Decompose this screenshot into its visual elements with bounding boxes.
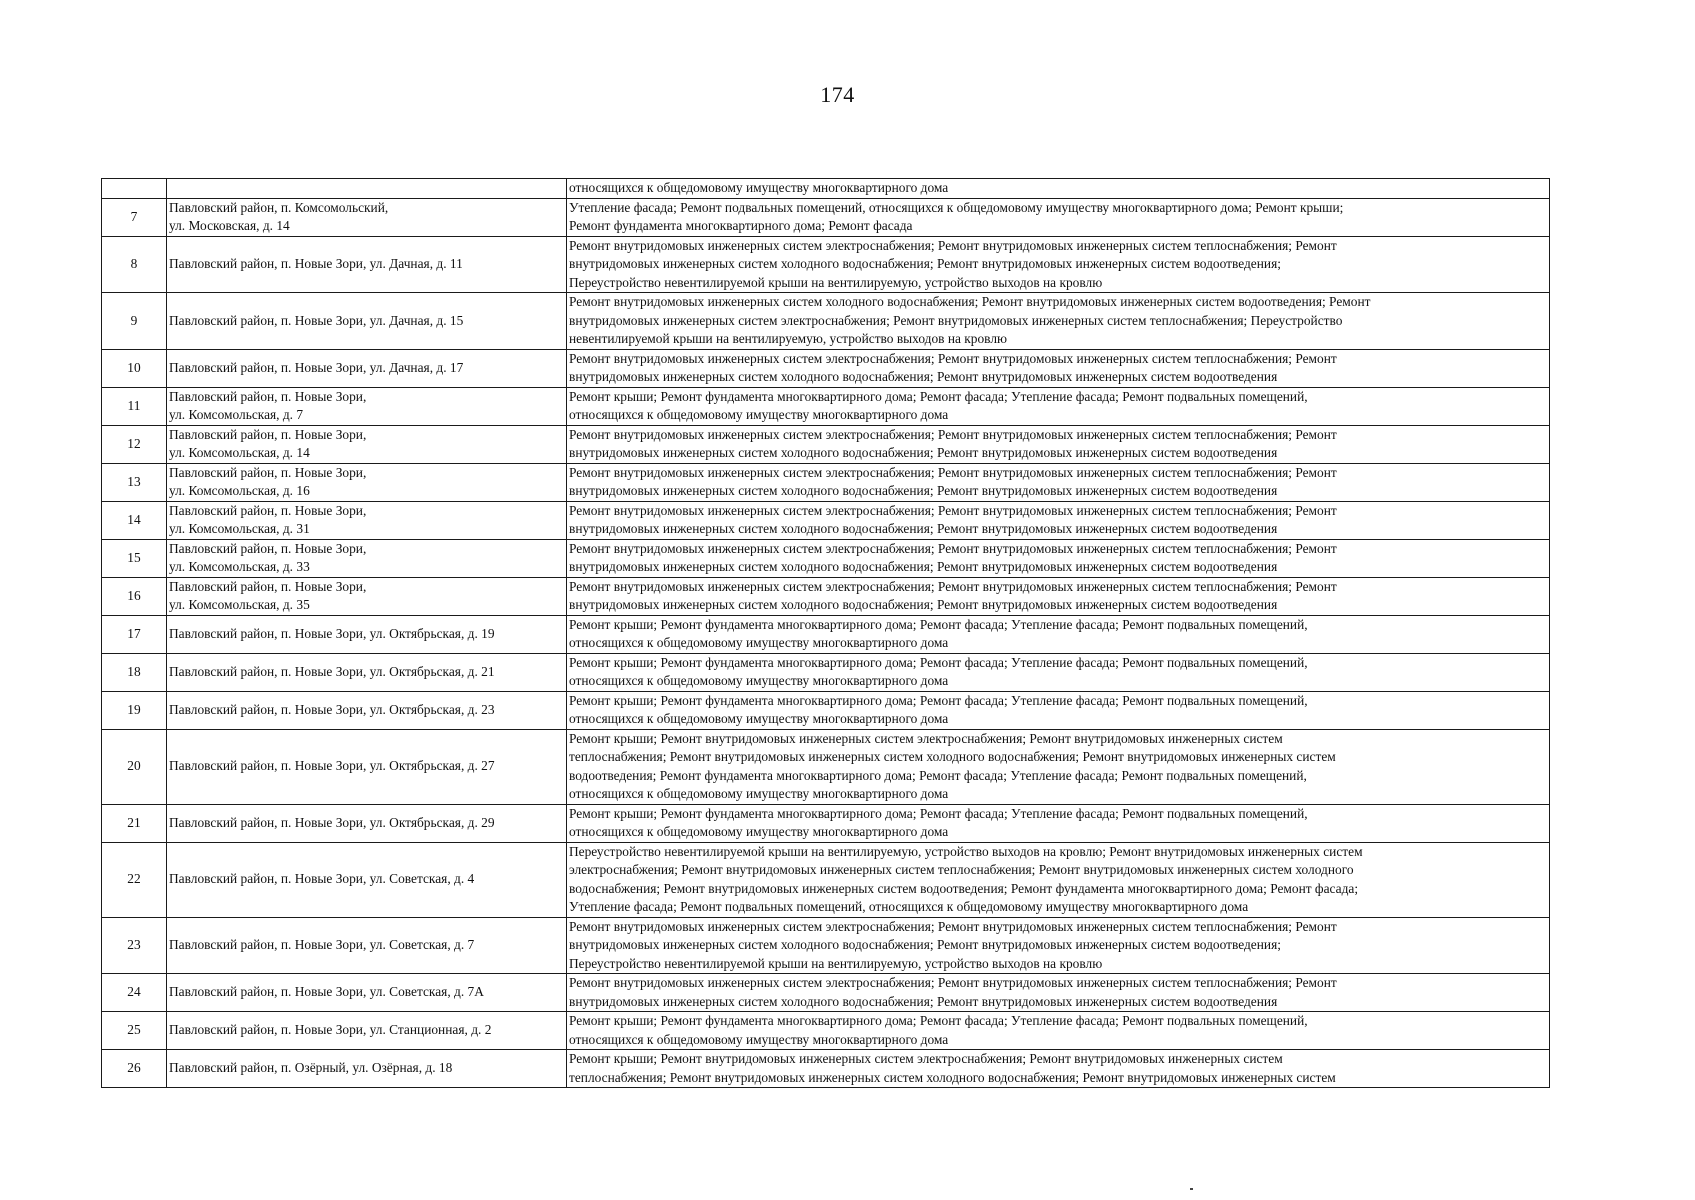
row-number: 23 [102,917,167,974]
works-line: Ремонт крыши; Ремонт фундамента многоквартирного дома; Ремонт фасада; Утепление фасада; Ремонт подвальных помещений, [569,388,1308,404]
works-line: Ремонт крыши; Ремонт фундамента многоквартирного дома; Ремонт фасада; Утепление фасада; Ремонт подвальных помещений, [569,692,1308,708]
works-line: невентилируемой крыши на вентилируемую, устройство выходов на кровлю [569,331,1007,346]
works-line: относящихся к общедомовому имуществу многоквартирного дома [569,786,949,801]
table-body [102,179,1550,1088]
works-line: относящихся к общедомовому имуществу многоквартирного дома [569,824,949,839]
row-number: 26 [102,1050,167,1088]
works-line: Ремонт фундамента многоквартирного дома; Ремонт фасада [569,218,913,233]
row-works [567,804,1550,842]
row-number: 16 [102,577,167,615]
works-line: внутридомовых инженерных систем холодного водоснабжения; Ремонт внутридомовых инженерных систем водоотведения; [569,256,1281,271]
row-works [567,729,1550,804]
works-line: Ремонт внутридомовых инженерных систем электроснабжения; Ремонт внутридомовых инженерных систем теплоснабжения; Ремонт [569,502,1337,518]
row-works [567,463,1550,501]
works-line: внутридомовых инженерных систем холодного водоснабжения; Ремонт внутридомовых инженерных систем водоотведения [569,369,1278,384]
works-line: Ремонт внутридомовых инженерных систем электроснабжения; Ремонт внутридомовых инженерных систем теплоснабжения; Ремонт [569,975,1337,990]
works-line: Ремонт крыши; Ремонт внутридомовых инженерных систем электроснабжения; Ремонт внутридомовых инженерных систем [569,1051,1283,1066]
row-works [567,236,1550,293]
row-number: 11 [102,387,167,425]
works-line: электроснабжения; Ремонт внутридомовых инженерных систем теплоснабжения; Ремонт внутридомовых инженерных систем холодного [569,862,1354,877]
row-number: 9 [102,293,167,350]
works-line: Ремонт внутридомовых инженерных систем электроснабжения; Ремонт внутридомовых инженерных систем теплоснабжения; Ремонт [569,350,1337,366]
row-address: Павловский район, п. Новые Зори, ул. Октябрьская, д. 27 [167,729,567,804]
table-row [102,1050,1550,1088]
works-line: Переустройство невентилируемой крыши на вентилируемую, устройство выходов на кровлю; Ремонт внутридомовых инженерных систем [569,843,1363,859]
works-line: теплоснабжения; Ремонт внутридомовых инженерных систем холодного водоснабжения; Ремонт внутридомовых инженерных систем [569,749,1336,764]
row-address: Павловский район, п. Новые Зори, ул. Советская, д. 7А [167,974,567,1012]
works-line: Ремонт внутридомовых инженерных систем электроснабжения; Ремонт внутридомовых инженерных систем теплоснабжения; Ремонт [569,464,1337,480]
row-address: Павловский район, п. Новые Зори, ул. Октябрьская, д. 23 [167,691,567,729]
row-works [567,539,1550,577]
works-line: Ремонт внутридомовых инженерных систем электроснабжения; Ремонт внутридомовых инженерных систем теплоснабжения; Ремонт [569,540,1337,556]
row-number: 17 [102,615,167,653]
works-line: водоснабжения; Ремонт внутридомовых инженерных систем водоотведения; Ремонт фундамента многоквартирного дома; Ремонт фасада; [569,880,1359,896]
row-number: 12 [102,425,167,463]
works-line: Ремонт внутридомовых инженерных систем электроснабжения; Ремонт внутридомовых инженерных систем теплоснабжения; Ремонт [569,426,1337,442]
works-line: Ремонт крыши; Ремонт фундамента многоквартирного дома; Ремонт фасада; Утепление фасада; Ремонт подвальных помещений, [569,616,1308,632]
works-line: относящихся к общедомовому имуществу многоквартирного дома [569,1031,949,1047]
table-row [102,615,1550,653]
table-row [102,463,1550,501]
repair-works-table [101,178,1550,1088]
row-works [567,425,1550,463]
works-line: относящихся к общедомовому имуществу многоквартирного дома [569,711,949,726]
works-line: внутридомовых инженерных систем холодного водоснабжения; Ремонт внутридомовых инженерных систем водоотведения [569,559,1278,574]
works-line: относящихся к общедомовому имуществу многоквартирного дома [569,407,949,422]
works-line: Ремонт крыши; Ремонт фундамента многоквартирного дома; Ремонт фасада; Утепление фасада; Ремонт подвальных помещений, [569,805,1308,821]
row-number: 8 [102,236,167,293]
row-works [567,1012,1550,1050]
row-works [567,501,1550,539]
table-row [102,577,1550,615]
row-works [567,615,1550,653]
row-address: Павловский район, п. Новые Зори, ул. Комсомольская, д. 35 [167,577,567,615]
row-address: Павловский район, п. Новые Зори, ул. Советская, д. 4 [167,842,567,917]
table-row [102,729,1550,804]
works-line: относящихся к общедомовому имуществу многоквартирного дома [569,180,949,195]
works-line: Ремонт внутридомовых инженерных систем электроснабжения; Ремонт внутридомовых инженерных систем теплоснабжения; Ремонт [569,578,1337,594]
row-address: Павловский район, п. Новые Зори, ул. Дачная, д. 15 [167,293,567,350]
table-row [102,236,1550,293]
table-row [102,917,1550,974]
works-line: относящихся к общедомовому имуществу многоквартирного дома [569,635,949,650]
table-row [102,842,1550,917]
row-number: 14 [102,501,167,539]
works-line: внутридомовых инженерных систем холодного водоснабжения; Ремонт внутридомовых инженерных систем водоотведения [569,597,1278,612]
row-number [102,179,167,199]
works-line: Утепление фасада; Ремонт подвальных помещений, относящихся к общедомовому имуществу многоквартирного дома [569,899,1249,914]
works-line: Утепление фасада; Ремонт подвальных помещений, относящихся к общедомовому имуществу многоквартирного дома; Ремонт крыши; [569,199,1344,215]
works-line: Ремонт внутридомовых инженерных систем электроснабжения; Ремонт внутридомовых инженерных систем теплоснабжения; Ремонт [569,237,1337,253]
works-line: Ремонт крыши; Ремонт внутридомовых инженерных систем электроснабжения; Ремонт внутридомовых инженерных систем [569,730,1283,746]
row-number: 24 [102,974,167,1012]
works-line: внутридомовых инженерных систем холодного водоснабжения; Ремонт внутридомовых инженерных систем водоотведения [569,445,1278,460]
row-address: Павловский район, п. Новые Зори, ул. Станционная, д. 2 [167,1012,567,1050]
row-works [567,917,1550,974]
works-line: Ремонт внутридомовых инженерных систем электроснабжения; Ремонт внутридомовых инженерных систем теплоснабжения; Ремонт [569,918,1337,934]
row-works [567,179,1550,199]
row-number: 7 [102,198,167,236]
works-line: Ремонт крыши; Ремонт фундамента многоквартирного дома; Ремонт фасада; Утепление фасада; Ремонт подвальных помещений, [569,654,1308,670]
table-row [102,539,1550,577]
row-works [567,691,1550,729]
works-line: внутридомовых инженерных систем холодного водоснабжения; Ремонт внутридомовых инженерных систем водоотведения [569,483,1278,498]
row-number: 13 [102,463,167,501]
row-works [567,1050,1550,1088]
row-number: 25 [102,1012,167,1050]
row-address: Павловский район, п. Новые Зори, ул. Комсомольская, д. 16 [167,463,567,501]
row-address: Павловский район, п. Новые Зори, ул. Комсомольская, д. 7 [167,387,567,425]
row-address: Павловский район, п. Озёрный, ул. Озёрная, д. 18 [167,1050,567,1088]
table-row [102,974,1550,1012]
table-row [102,501,1550,539]
row-address: Павловский район, п. Новые Зори, ул. Октябрьская, д. 19 [167,615,567,653]
row-address: Павловский район, п. Новые Зори, ул. Дачная, д. 11 [167,236,567,293]
works-line: относящихся к общедомовому имуществу многоквартирного дома [569,673,949,688]
page-number: 174 [820,82,855,107]
works-line: внутридомовых инженерных систем электроснабжения; Ремонт внутридомовых инженерных систем теплоснабжения; Переустройство [569,312,1343,328]
works-line: Переустройство невентилируемой крыши на вентилируемую, устройство выходов на кровлю [569,274,1103,290]
works-line: теплоснабжения; Ремонт внутридомовых инженерных систем холодного водоснабжения; Ремонт внутридомовых инженерных систем [569,1069,1336,1085]
table-row [102,425,1550,463]
row-address: Павловский район, п. Новые Зори, ул. Комсомольская, д. 14 [167,425,567,463]
row-address: Павловский район, п. Комсомольский, ул. Московская, д. 14 [167,198,567,236]
table-row [102,349,1550,387]
row-address: Павловский район, п. Новые Зори, ул. Комсомольская, д. 31 [167,501,567,539]
row-works [567,577,1550,615]
row-address: Павловский район, п. Новые Зори, ул. Советская, д. 7 [167,917,567,974]
row-number: 20 [102,729,167,804]
table-row [102,293,1550,350]
row-number: 18 [102,653,167,691]
row-number: 10 [102,349,167,387]
row-works [567,974,1550,1012]
row-works [567,293,1550,350]
table-row [102,691,1550,729]
works-line: водоотведения; Ремонт фундамента многоквартирного дома; Ремонт фасада; Утепление фасада; Ремонт подвальных помещений, [569,767,1307,783]
table-row [102,653,1550,691]
row-number: 21 [102,804,167,842]
row-works [567,842,1550,917]
row-address: Павловский район, п. Новые Зори, ул. Октябрьская, д. 21 [167,653,567,691]
works-line: Переустройство невентилируемой крыши на вентилируемую, устройство выходов на кровлю [569,955,1103,971]
works-line: Ремонт внутридомовых инженерных систем холодного водоснабжения; Ремонт внутридомовых инженерных систем водоотведения; Ремонт [569,294,1371,309]
row-number: 15 [102,539,167,577]
table-row [102,387,1550,425]
works-line: внутридомовых инженерных систем холодного водоснабжения; Ремонт внутридомовых инженерных систем водоотведения [569,993,1278,1009]
row-works [567,349,1550,387]
row-number: 22 [102,842,167,917]
row-works [567,198,1550,236]
row-works [567,387,1550,425]
scan-speck [1190,1188,1193,1190]
works-line: Ремонт крыши; Ремонт фундамента многоквартирного дома; Ремонт фасада; Утепление фасада; Ремонт подвальных помещений, [569,1013,1308,1028]
row-address: Павловский район, п. Новые Зори, ул. Октябрьская, д. 29 [167,804,567,842]
table-row [102,1012,1550,1050]
row-address: Павловский район, п. Новые Зори, ул. Комсомольская, д. 33 [167,539,567,577]
row-address: Павловский район, п. Новые Зори, ул. Дачная, д. 17 [167,349,567,387]
works-line: внутридомовых инженерных систем холодного водоснабжения; Ремонт внутридомовых инженерных систем водоотведения; [569,937,1281,952]
table-row [102,198,1550,236]
table-row [102,804,1550,842]
table-row [102,179,1550,199]
works-line: внутридомовых инженерных систем холодного водоснабжения; Ремонт внутридомовых инженерных систем водоотведения [569,521,1278,536]
row-number: 19 [102,691,167,729]
row-works [567,653,1550,691]
row-address [167,179,567,199]
